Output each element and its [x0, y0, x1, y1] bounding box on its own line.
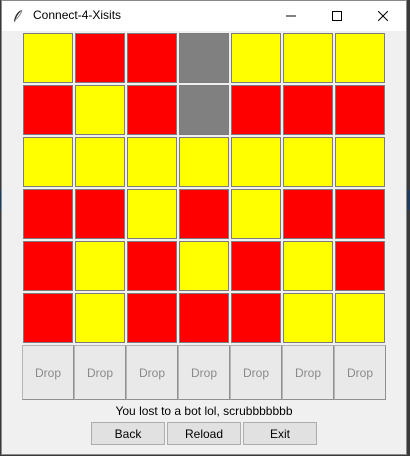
board-cell-r5-c2 — [75, 241, 125, 291]
drop-button-col-7[interactable]: Drop — [334, 345, 386, 400]
status-message: You lost to a bot lol, scrubbbbbbb — [115, 404, 293, 418]
board-cell-r3-c7 — [335, 137, 385, 187]
drop-button-col-3[interactable]: Drop — [126, 345, 178, 400]
board-cell-r4-c2 — [75, 189, 125, 239]
board-cell-r1-c7 — [335, 33, 385, 83]
board-cell-r3-c3 — [127, 137, 177, 187]
board-cell-r5-c5 — [231, 241, 281, 291]
exit-button[interactable]: Exit — [243, 422, 317, 445]
board-cell-r6-c5 — [231, 293, 281, 343]
drop-button-col-1[interactable]: Drop — [22, 345, 74, 400]
board-cell-r5-c3 — [127, 241, 177, 291]
board-cell-r1-c2 — [75, 33, 125, 83]
game-window — [1, 0, 407, 455]
board-cell-r2-c2 — [75, 85, 125, 135]
board-cell-r3-c2 — [75, 137, 125, 187]
board-cell-r2-c3 — [127, 85, 177, 135]
window-title: Connect-4-Xisits — [33, 8, 122, 22]
board-cell-r6-c7 — [335, 293, 385, 343]
board-cell-r1-c4 — [179, 33, 229, 83]
board-cell-r5-c4 — [179, 241, 229, 291]
board-cell-r6-c6 — [283, 293, 333, 343]
drop-button-col-5[interactable]: Drop — [230, 345, 282, 400]
board-cell-r4-c1 — [23, 189, 73, 239]
board-cell-r3-c4 — [179, 137, 229, 187]
board-cell-r2-c7 — [335, 85, 385, 135]
board-cell-r5-c6 — [283, 241, 333, 291]
reload-button[interactable]: Reload — [167, 422, 241, 445]
minimize-icon — [286, 11, 296, 21]
board-cell-r3-c1 — [23, 137, 73, 187]
board-cell-r4-c5 — [231, 189, 281, 239]
board-cell-r6-c4 — [179, 293, 229, 343]
close-button[interactable] — [360, 1, 406, 31]
title-bar[interactable] — [2, 1, 406, 31]
board-cell-r3-c5 — [231, 137, 281, 187]
board-cell-r2-c6 — [283, 85, 333, 135]
board-cell-r4-c3 — [127, 189, 177, 239]
board-cell-r2-c5 — [231, 85, 281, 135]
drop-button-col-6[interactable]: Drop — [282, 345, 334, 400]
close-icon — [378, 11, 388, 21]
board-cell-r1-c5 — [231, 33, 281, 83]
minimize-button[interactable] — [268, 1, 314, 31]
drop-button-col-2[interactable]: Drop — [74, 345, 126, 400]
board-cell-r6-c1 — [23, 293, 73, 343]
maximize-button[interactable] — [314, 1, 360, 31]
board-cell-r1-c1 — [23, 33, 73, 83]
board-cell-r5-c7 — [335, 241, 385, 291]
board-cell-r2-c1 — [23, 85, 73, 135]
board-cell-r2-c4 — [179, 85, 229, 135]
maximize-icon — [332, 11, 342, 21]
board-cell-r4-c4 — [179, 189, 229, 239]
board-cell-r6-c3 — [127, 293, 177, 343]
game-board — [22, 32, 388, 344]
board-cell-r6-c2 — [75, 293, 125, 343]
board-cell-r4-c6 — [283, 189, 333, 239]
board-cell-r5-c1 — [23, 241, 73, 291]
drop-button-col-4[interactable]: Drop — [178, 345, 230, 400]
board-cell-r1-c6 — [283, 33, 333, 83]
board-cell-r3-c6 — [283, 137, 333, 187]
board-cell-r1-c3 — [127, 33, 177, 83]
board-cell-r4-c7 — [335, 189, 385, 239]
feather-icon — [12, 9, 24, 23]
back-button[interactable]: Back — [91, 422, 165, 445]
